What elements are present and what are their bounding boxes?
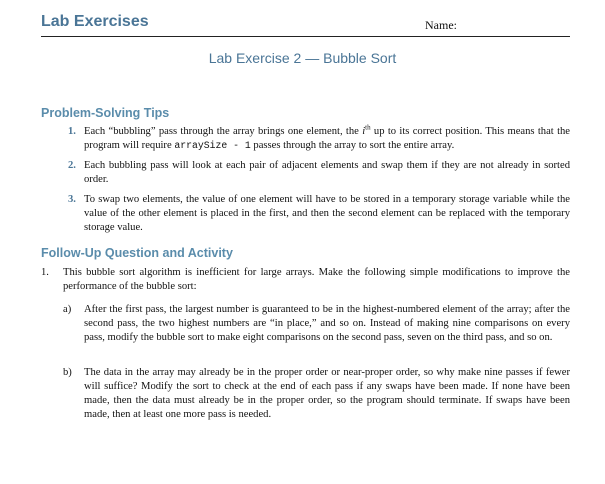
tip-1-text-a: Each “bubbling” pass through the array brings one element, the [84, 126, 363, 137]
tip-item-1 [84, 125, 570, 153]
name-label: Name: [425, 18, 457, 32]
exercise-title: Lab Exercise 2 — Bubble Sort [208, 50, 397, 66]
question-number-1: 1. [41, 267, 49, 278]
tip-1-code: arraySize - 1 [174, 140, 251, 151]
part-label-b: b) [63, 367, 72, 378]
tip-item-2: Each bubbling pass will look at each pair of adjacent elements and swap them if they are not already in sorted order. [84, 160, 570, 185]
tip-item-3: To swap two elements, the value of one element will have to be stored in a temporary storage variable while the value of the other element is placed in the first, and then the second element can be replaced with the temporary storage value. [84, 194, 570, 233]
header-title: Lab Exercises [41, 13, 149, 30]
tip-1-text-sup: th [365, 123, 371, 132]
part-b-text: The data in the array may already be in the proper order or near-proper order, so why make nine passes if fewer will suffice? Modify the sort to check at the end of each pass if any swaps have been made. If none have been made, then the data must already be in the proper order, so the program should terminate. If swaps have been made, then at least one more pass is needed. [84, 367, 570, 420]
question-1-text: This bubble sort algorithm is inefficient for large arrays. Make the following simple modifications to improve the performance of the bubble sort: [63, 267, 570, 292]
tip-number-1: 1. [68, 126, 76, 137]
page-header [41, 12, 570, 37]
tip-1-text-b: up to its correct position. This means that the program will require [84, 126, 571, 151]
tips-heading: Problem-Solving Tips [41, 106, 170, 120]
tip-1-text-c: passes through the array to sort the entire array. [250, 140, 455, 151]
part-label-a: a) [63, 304, 72, 315]
tip-number-2: 2. [68, 160, 76, 171]
part-a-text: After the first pass, the largest number is guaranteed to be in the highest-numbered element of the array; after the second pass, the two highest numbers are “in place,” and so on. Instead of making nine comparisons on every pass, modify the bubble sort to make eight comparisons on the second pass, seven on the third pass, and so on. [84, 304, 570, 343]
tip-number-3: 3. [68, 194, 76, 205]
followup-heading: Follow-Up Question and Activity [41, 246, 233, 260]
tip-1-text-i: i [362, 126, 366, 137]
